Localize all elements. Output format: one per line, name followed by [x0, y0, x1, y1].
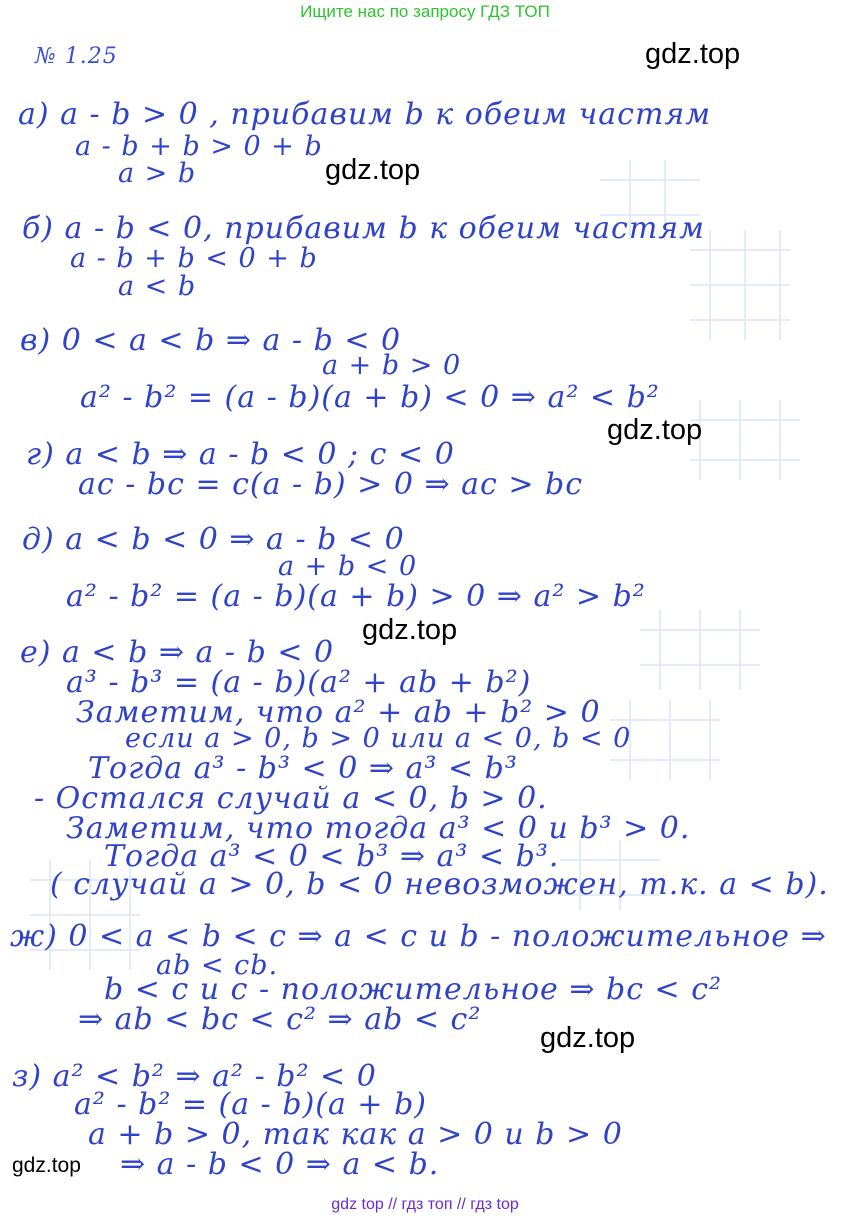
- solution-line-b-1: б) a - b < 0, прибавим b к обеим частям: [22, 211, 706, 246]
- solution-line-z-4: ⇒ a - b < 0 ⇒ a < b.: [120, 1147, 440, 1182]
- solution-line-d-3: a² - b² = (a - b)(a + b) > 0 ⇒ a² > b²: [66, 579, 646, 614]
- solution-line-zh-4: ⇒ ab < bc < c² ⇒ ab < c²: [78, 1002, 482, 1037]
- solution-line-a-1: а) a - b > 0 , прибавим b к обеим частям: [18, 97, 712, 132]
- solution-line-v-1: в) 0 < a < b ⇒ a - b < 0: [20, 323, 402, 358]
- solution-line-g-2: ac - bc = c(a - b) > 0 ⇒ ac > bc: [78, 467, 584, 502]
- watermark-text: gdz.top: [540, 1022, 636, 1054]
- solution-line-v-2: a + b > 0: [322, 350, 462, 381]
- solution-line-d-2: a + b < 0: [278, 551, 418, 582]
- solution-line-g-1: г) a < b ⇒ a - b < 0 ; c < 0: [26, 437, 455, 472]
- solution-line-z-3: a + b > 0, так как a > 0 и b > 0: [88, 1117, 623, 1152]
- footer-banner: gdz top // гдз топ // гдз top: [331, 1196, 519, 1213]
- solution-line-e-9: ( случай a > 0, b < 0 невозможен, т.к. a < b).: [50, 867, 829, 902]
- watermark-text: gdz.top: [645, 38, 741, 70]
- solution-line-a-3: a > b: [118, 158, 197, 189]
- solution-line-d-1: д) a < b < 0 ⇒ a - b < 0: [22, 522, 405, 557]
- solution-line-e-7: Заметим, что тогда a³ < 0 и b³ > 0.: [66, 811, 691, 846]
- solution-line-b-2: a - b + b < 0 + b: [70, 243, 318, 274]
- solution-line-e-1: е) a < b ⇒ a - b < 0: [20, 635, 335, 670]
- solution-line-zh-1: ж) 0 < a < b < c ⇒ a < c и b - положительное ⇒: [10, 919, 827, 954]
- solution-line-e-4: если a > 0, b > 0 или a < 0, b < 0: [125, 723, 632, 754]
- exercise-number: № 1.25: [35, 44, 118, 69]
- solution-line-v-3: a² - b² = (a - b)(a + b) < 0 ⇒ a² < b²: [80, 380, 660, 415]
- solution-line-zh-3: b < c и c - положительное ⇒ bc < c²: [104, 972, 723, 1007]
- watermark-text: gdz.top: [325, 154, 421, 186]
- solution-line-e-8: Тогда a³ < 0 < b³ ⇒ a³ < b³.: [104, 839, 560, 874]
- search-hint-banner: Ищите нас по запросу ГДЗ ТОП: [300, 2, 550, 21]
- solution-line-e-3: Заметим, что a² + ab + b² > 0: [76, 695, 601, 730]
- solution-line-a-2: a - b + b > 0 + b: [75, 131, 323, 162]
- solution-line-e-2: a³ - b³ = (a - b)(a² + ab + b²): [66, 665, 532, 700]
- solution-line-e-5: Тогда a³ - b³ < 0 ⇒ a³ < b³: [88, 751, 518, 786]
- solution-line-b-3: a < b: [118, 271, 197, 302]
- watermark-text: gdz.top: [607, 414, 703, 446]
- solution-line-z-1: з) a² < b² ⇒ a² - b² < 0: [12, 1059, 377, 1094]
- solution-line-e-6: - Остался случай a < 0, b > 0.: [34, 781, 548, 816]
- watermark-text: gdz.top: [362, 614, 458, 646]
- watermark-text: gdz.top: [12, 1154, 81, 1177]
- solution-line-zh-2: ab < cb.: [156, 950, 279, 981]
- solution-line-z-2: a² - b² = (a - b)(a + b): [74, 1087, 427, 1122]
